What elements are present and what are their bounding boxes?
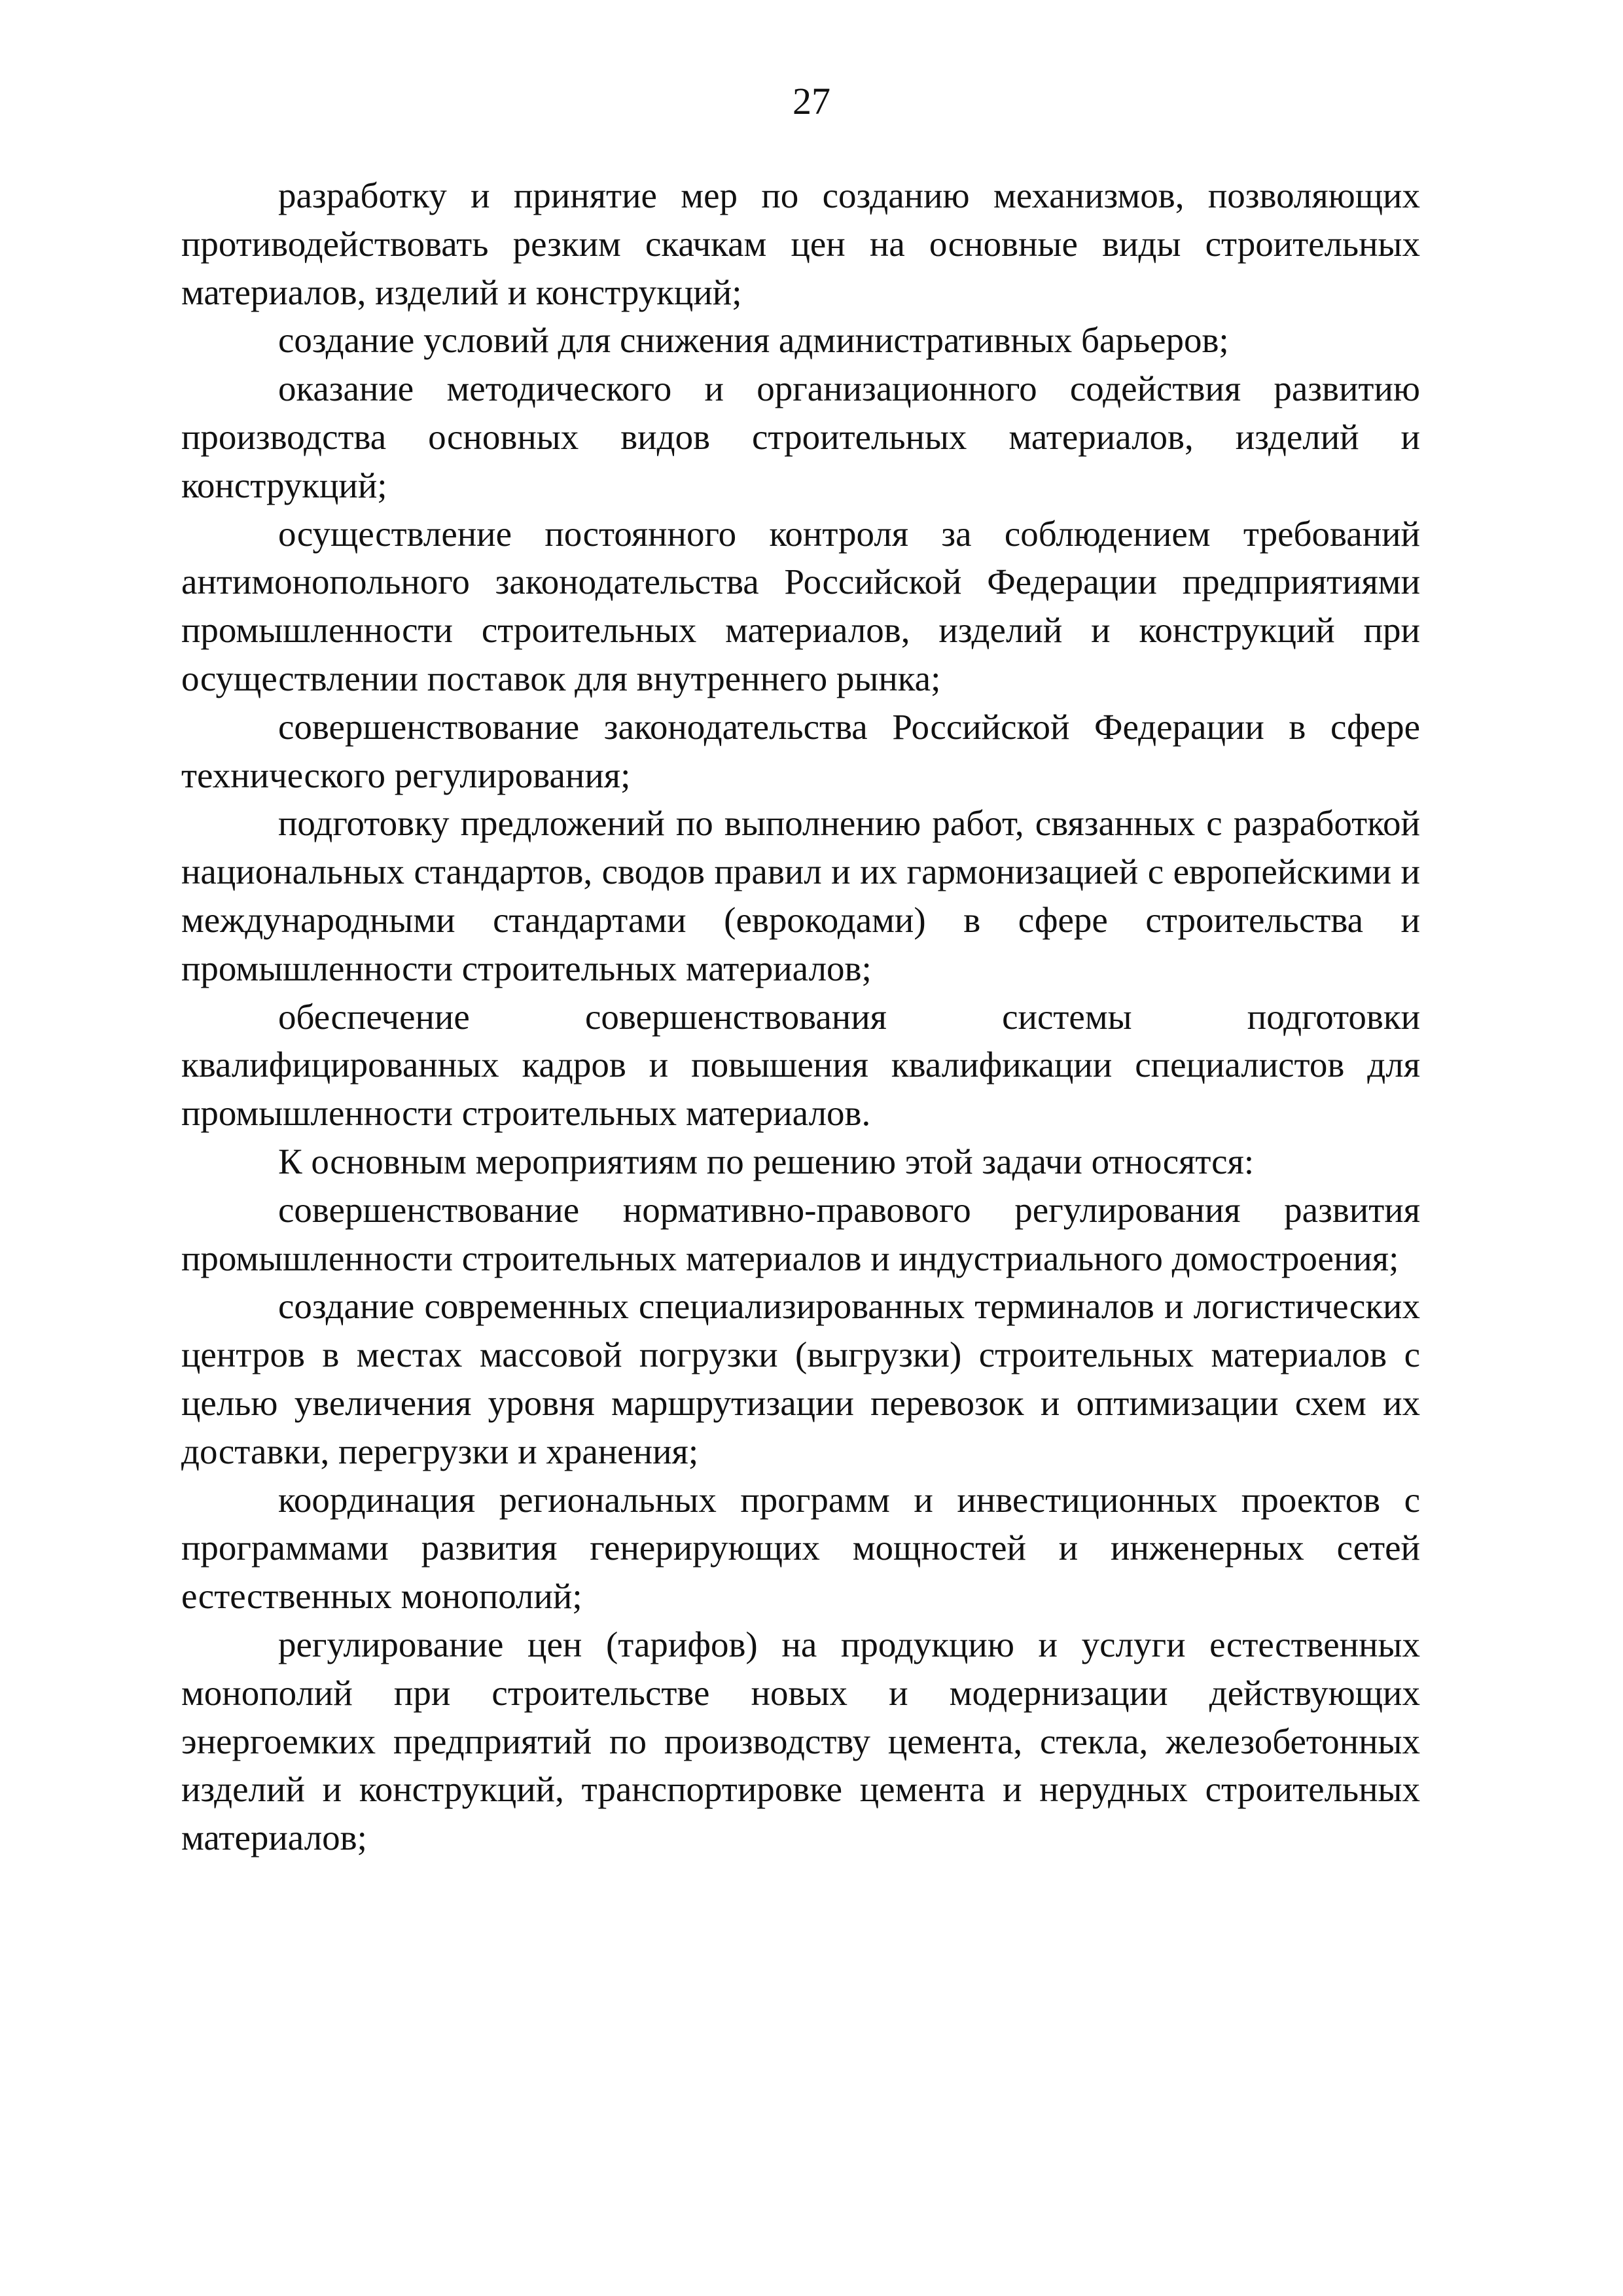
paragraph-technical-regulation: совершенствование законодательства Российской Федерации в сфере технического регулирования; bbox=[181, 706, 1420, 795]
paragraph-tariff-regulation: регулирование цен (тарифов) на продукцию и услуги естественных монополий при строительстве новых и модернизации действующих энергоемких предприятий по производству цемента, стекла, железобетонных изделий и конструкций, транспортировке цемента и нерудных строительных материалов; bbox=[181, 1624, 1420, 1858]
paragraph-regulatory-improvement: совершенствование нормативно-правового регулирования развития промышленности строительных материалов и индустриального домостроения; bbox=[181, 1189, 1420, 1278]
paragraph-personnel-training: обеспечение совершенствования системы подготовки квалифицированных кадров и повышения квалификации специалистов для промышленности строительных материалов. bbox=[181, 996, 1420, 1134]
paragraph-antimonopoly-control: осуществление постоянного контроля за соблюдением требований антимонопольного законодательства Российской Федерации предприятиями промышленности строительных материалов, изделий и конструкций при осуществлении поставок для внутреннего рынка; bbox=[181, 513, 1420, 698]
document-body bbox=[181, 171, 1420, 1862]
paragraph-standards-proposals: подготовку предложений по выполнению работ, связанных с разработкой национальных стандартов, сводов правил и их гармонизацией с европейскими и международными стандартами (еврокодами) в сфере строительства и промышленности строительных материалов; bbox=[181, 803, 1420, 988]
paragraph-regional-programs: координация региональных программ и инвестиционных проектов с программами развития генерирующих мощностей и инженерных сетей естественных монополий; bbox=[181, 1479, 1420, 1617]
paragraph-main-measures-intro: К основным мероприятиям по решению этой задачи относятся: bbox=[278, 1141, 1255, 1181]
paragraph-price-mechanisms: разработку и принятие мер по созданию механизмов, позволяющих противодействовать резким скачкам цен на основные виды строительных материалов, изделий и конструкций; bbox=[181, 175, 1420, 312]
page-number: 27 bbox=[793, 80, 830, 122]
paragraph-logistics-terminals: создание современных специализированных терминалов и логистических центров в местах массовой погрузки (выгрузки) строительных материалов с целью увеличения уровня маршрутизации перевозок и оптимизации схем их доставки, перегрузки и хранения; bbox=[181, 1286, 1420, 1471]
paragraph-admin-barriers: создание условий для снижения административных барьеров; bbox=[278, 320, 1229, 361]
paragraph-methodical-support: оказание методического и организационного содействия развитию производства основных видов строительных материалов, изделий и конструкций; bbox=[181, 368, 1420, 505]
